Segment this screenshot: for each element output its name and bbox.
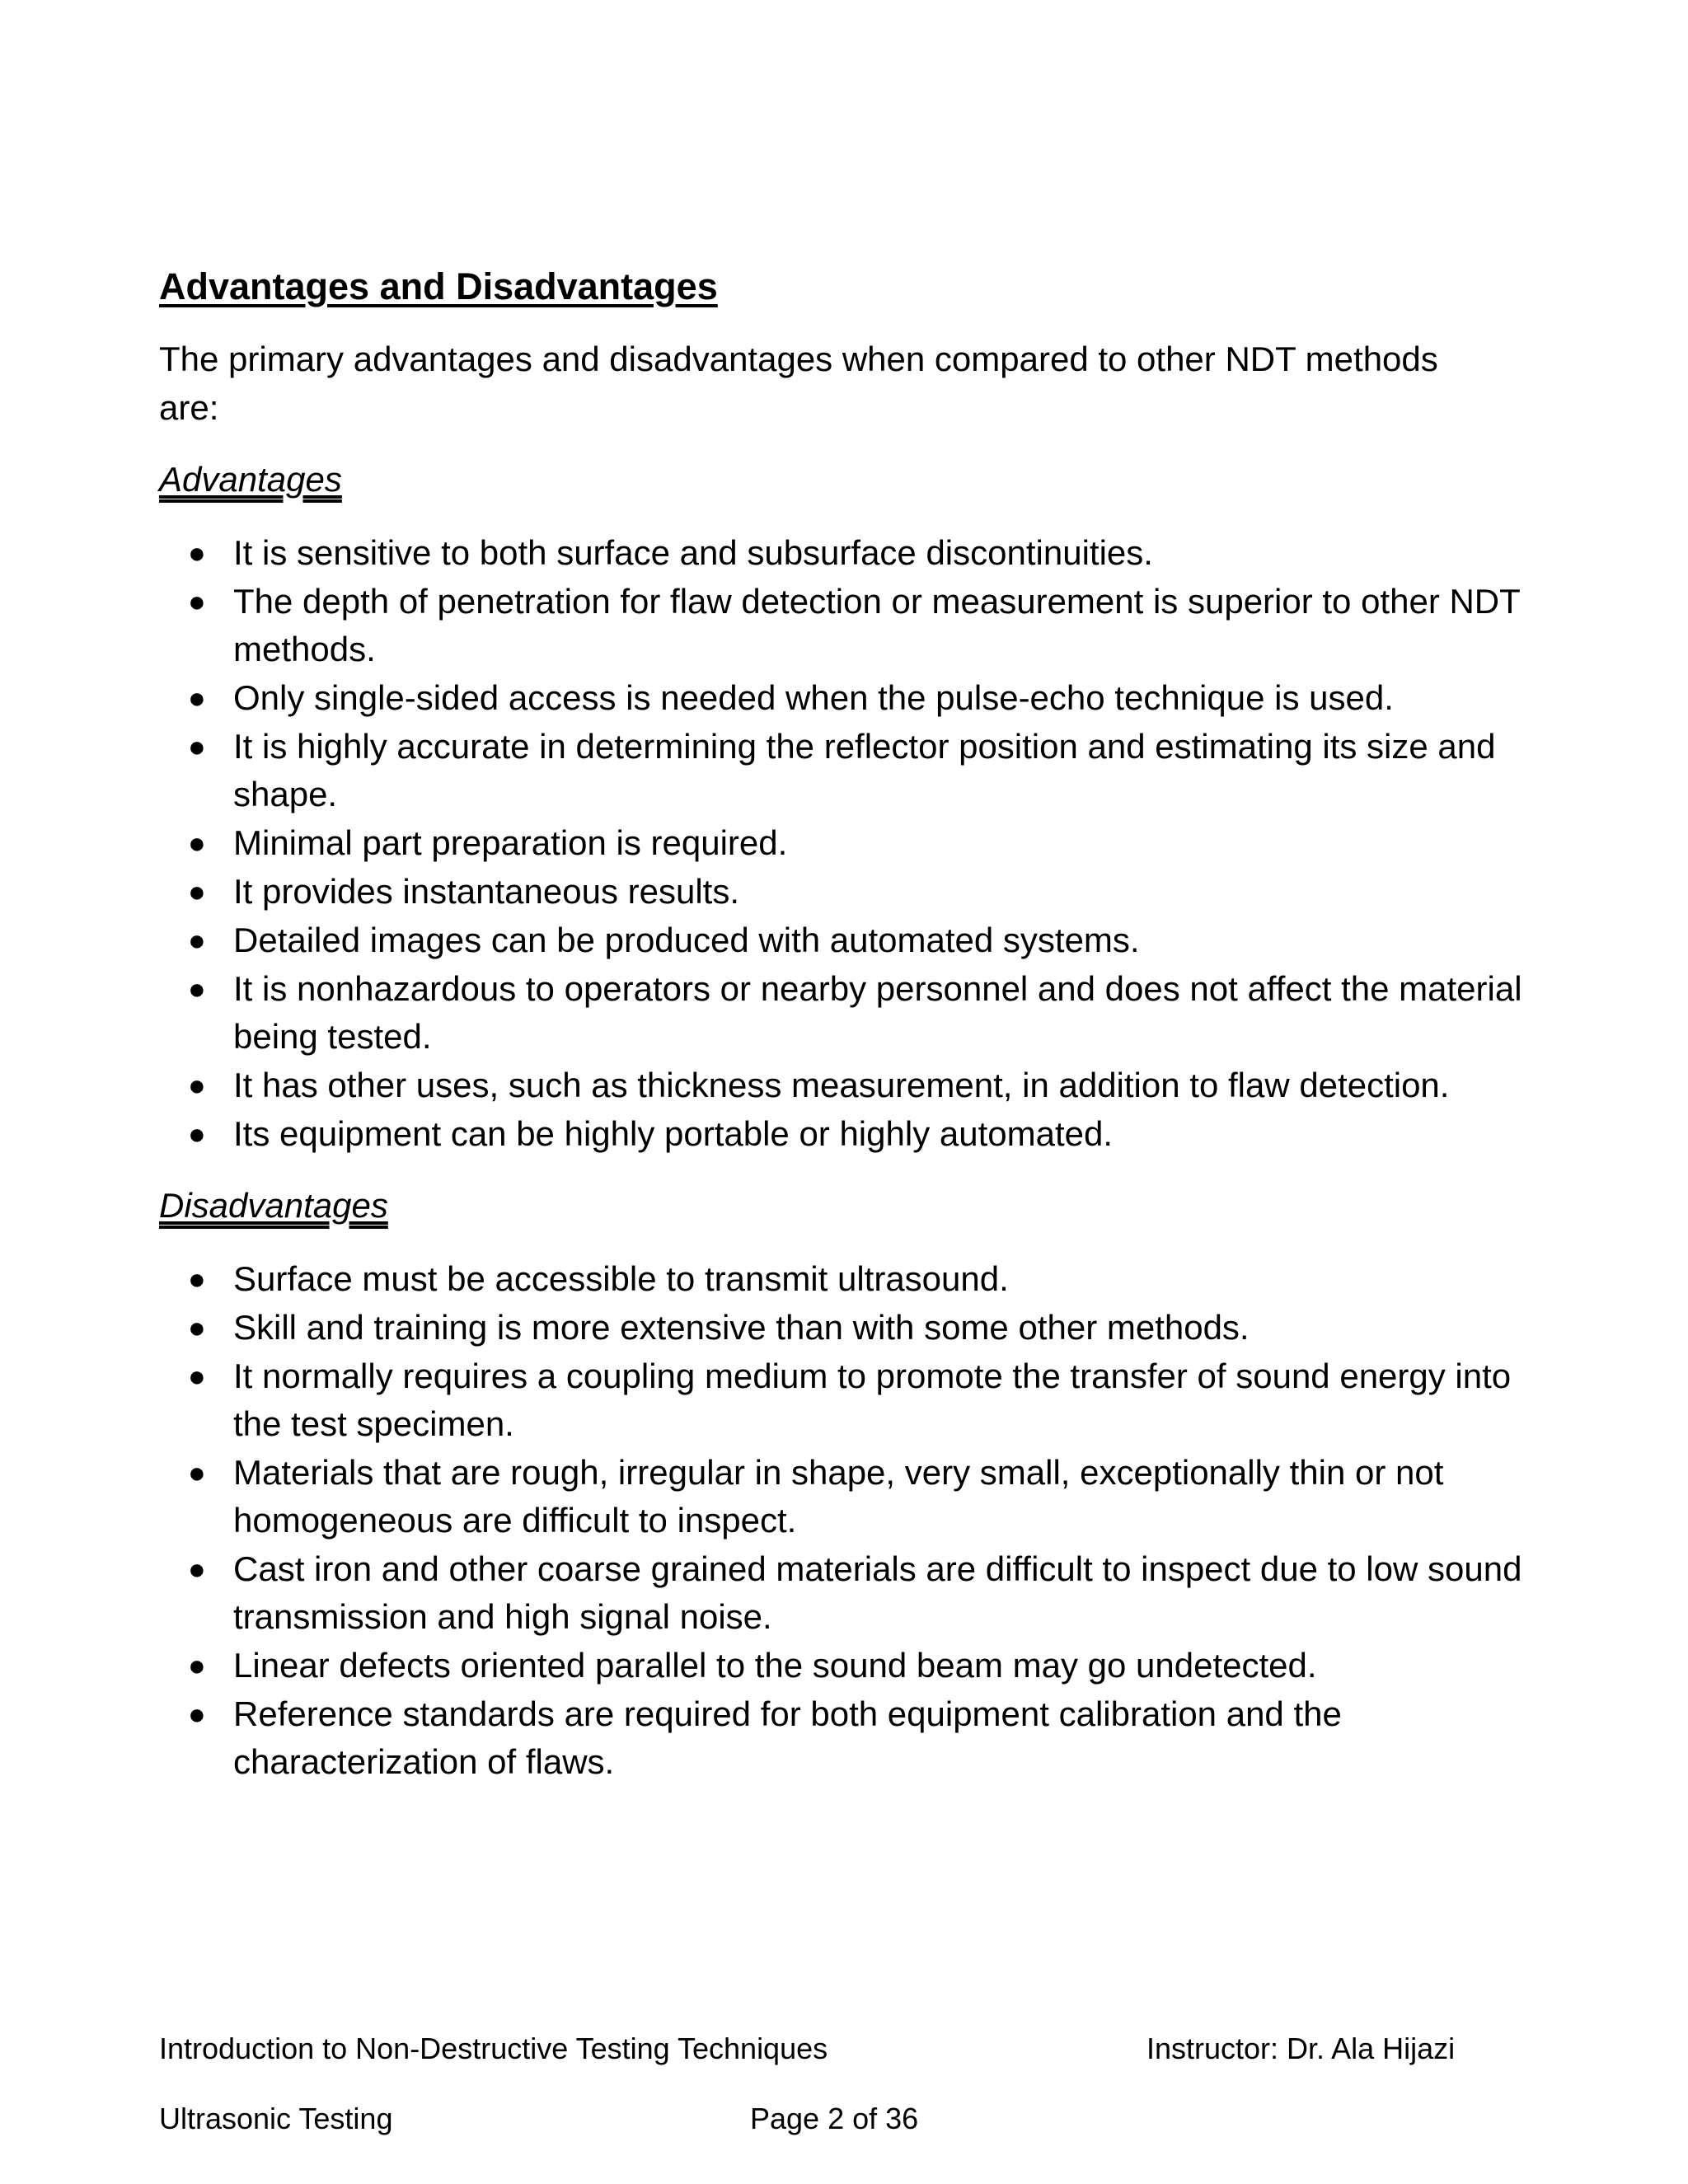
list-item-text: Minimal part preparation is required. <box>233 823 788 862</box>
list-item <box>159 916 1536 964</box>
list-item <box>159 1449 1536 1544</box>
list-item-text: Linear defects oriented parallel to the sound beam may go undetected. <box>233 1646 1317 1685</box>
bullet-icon: ● <box>188 1648 206 1682</box>
list-item-text: It has other uses, such as thickness measurement, in addition to flaw detection. <box>233 1066 1450 1104</box>
advantages-heading: Advantages <box>159 460 342 499</box>
list-item-text: It is nonhazardous to operators or nearby personnel and does not affect the material being tested. <box>233 969 1522 1056</box>
bullet-icon: ● <box>188 681 206 715</box>
list-item <box>159 965 1536 1061</box>
bullet-icon: ● <box>188 729 206 763</box>
bullet-icon: ● <box>188 1359 206 1393</box>
page-content <box>159 262 1527 1809</box>
bullet-icon: ● <box>188 826 206 860</box>
bullet-icon: ● <box>188 1117 206 1151</box>
list-item <box>159 529 1536 577</box>
intro-paragraph: The primary advantages and disadvantages when compared to other NDT methods are: <box>159 340 1438 427</box>
list-item-text: Only single-sided access is needed when the pulse-echo technique is used. <box>233 678 1394 717</box>
footer-chapter: Ultrasonic Testing <box>159 2102 393 2135</box>
bullet-icon: ● <box>188 1552 206 1586</box>
list-item-text: Detailed images can be produced with automated systems. <box>233 921 1140 959</box>
list-item-text: It is highly accurate in determining the reflector position and estimating its size and shape. <box>233 727 1496 813</box>
bullet-icon: ● <box>188 1310 206 1344</box>
bullet-icon: ● <box>188 1697 206 1731</box>
list-item <box>159 1304 1536 1352</box>
list-item <box>159 723 1536 818</box>
bullet-icon: ● <box>188 1455 206 1489</box>
bullet-icon: ● <box>188 923 206 957</box>
bullet-icon: ● <box>188 536 206 569</box>
footer-course: Introduction to Non-Destructive Testing Techniques <box>159 2032 828 2065</box>
disadvantages-list <box>159 1255 1527 1786</box>
list-item-text: Cast iron and other coarse grained materials are difficult to inspect due to low sound transmission and high signal noise. <box>233 1549 1522 1636</box>
bullet-icon: ● <box>188 584 206 618</box>
bullet-icon: ● <box>188 1068 206 1102</box>
list-item <box>159 1110 1536 1158</box>
list-item-text: Reference standards are required for both equipment calibration and the characterization of flaws. <box>233 1694 1342 1781</box>
list-item-text: Its equipment can be highly portable or highly automated. <box>233 1114 1114 1153</box>
footer-instructor: Instructor: Dr. Ala Hijazi <box>1146 2032 1456 2065</box>
footer-page-number: Page 2 of 36 <box>750 2102 919 2135</box>
list-item-text: It provides instantaneous results. <box>233 872 740 911</box>
list-item-text: It is sensitive to both surface and subsurface discontinuities. <box>233 533 1153 572</box>
list-item <box>159 1352 1536 1448</box>
list-item-text: It normally requires a coupling medium to promote the transfer of sound energy into the test specimen. <box>233 1357 1512 1443</box>
list-item <box>159 578 1536 673</box>
list-item <box>159 1642 1536 1690</box>
bullet-icon: ● <box>188 972 206 1005</box>
list-item <box>159 868 1536 916</box>
list-item-text: The depth of penetration for flaw detection or measurement is superior to other NDT methods. <box>233 582 1521 668</box>
list-item <box>159 674 1536 722</box>
section-heading: Advantages and Disadvantages <box>159 265 718 307</box>
list-item <box>159 1255 1536 1303</box>
list-item <box>159 1690 1536 1786</box>
bullet-icon: ● <box>188 1262 206 1296</box>
disadvantages-heading: Disadvantages <box>159 1186 388 1225</box>
bullet-icon: ● <box>188 874 206 908</box>
list-item <box>159 819 1536 867</box>
list-item-text: Materials that are rough, irregular in shape, very small, exceptionally thin or not homogeneous are difficult to inspect. <box>233 1453 1444 1540</box>
list-item <box>159 1062 1536 1109</box>
list-item-text: Skill and training is more extensive than with some other methods. <box>233 1308 1250 1347</box>
list-item-text: Surface must be accessible to transmit ultrasound. <box>233 1259 1009 1298</box>
list-item <box>159 1545 1536 1641</box>
advantages-list <box>159 529 1527 1158</box>
